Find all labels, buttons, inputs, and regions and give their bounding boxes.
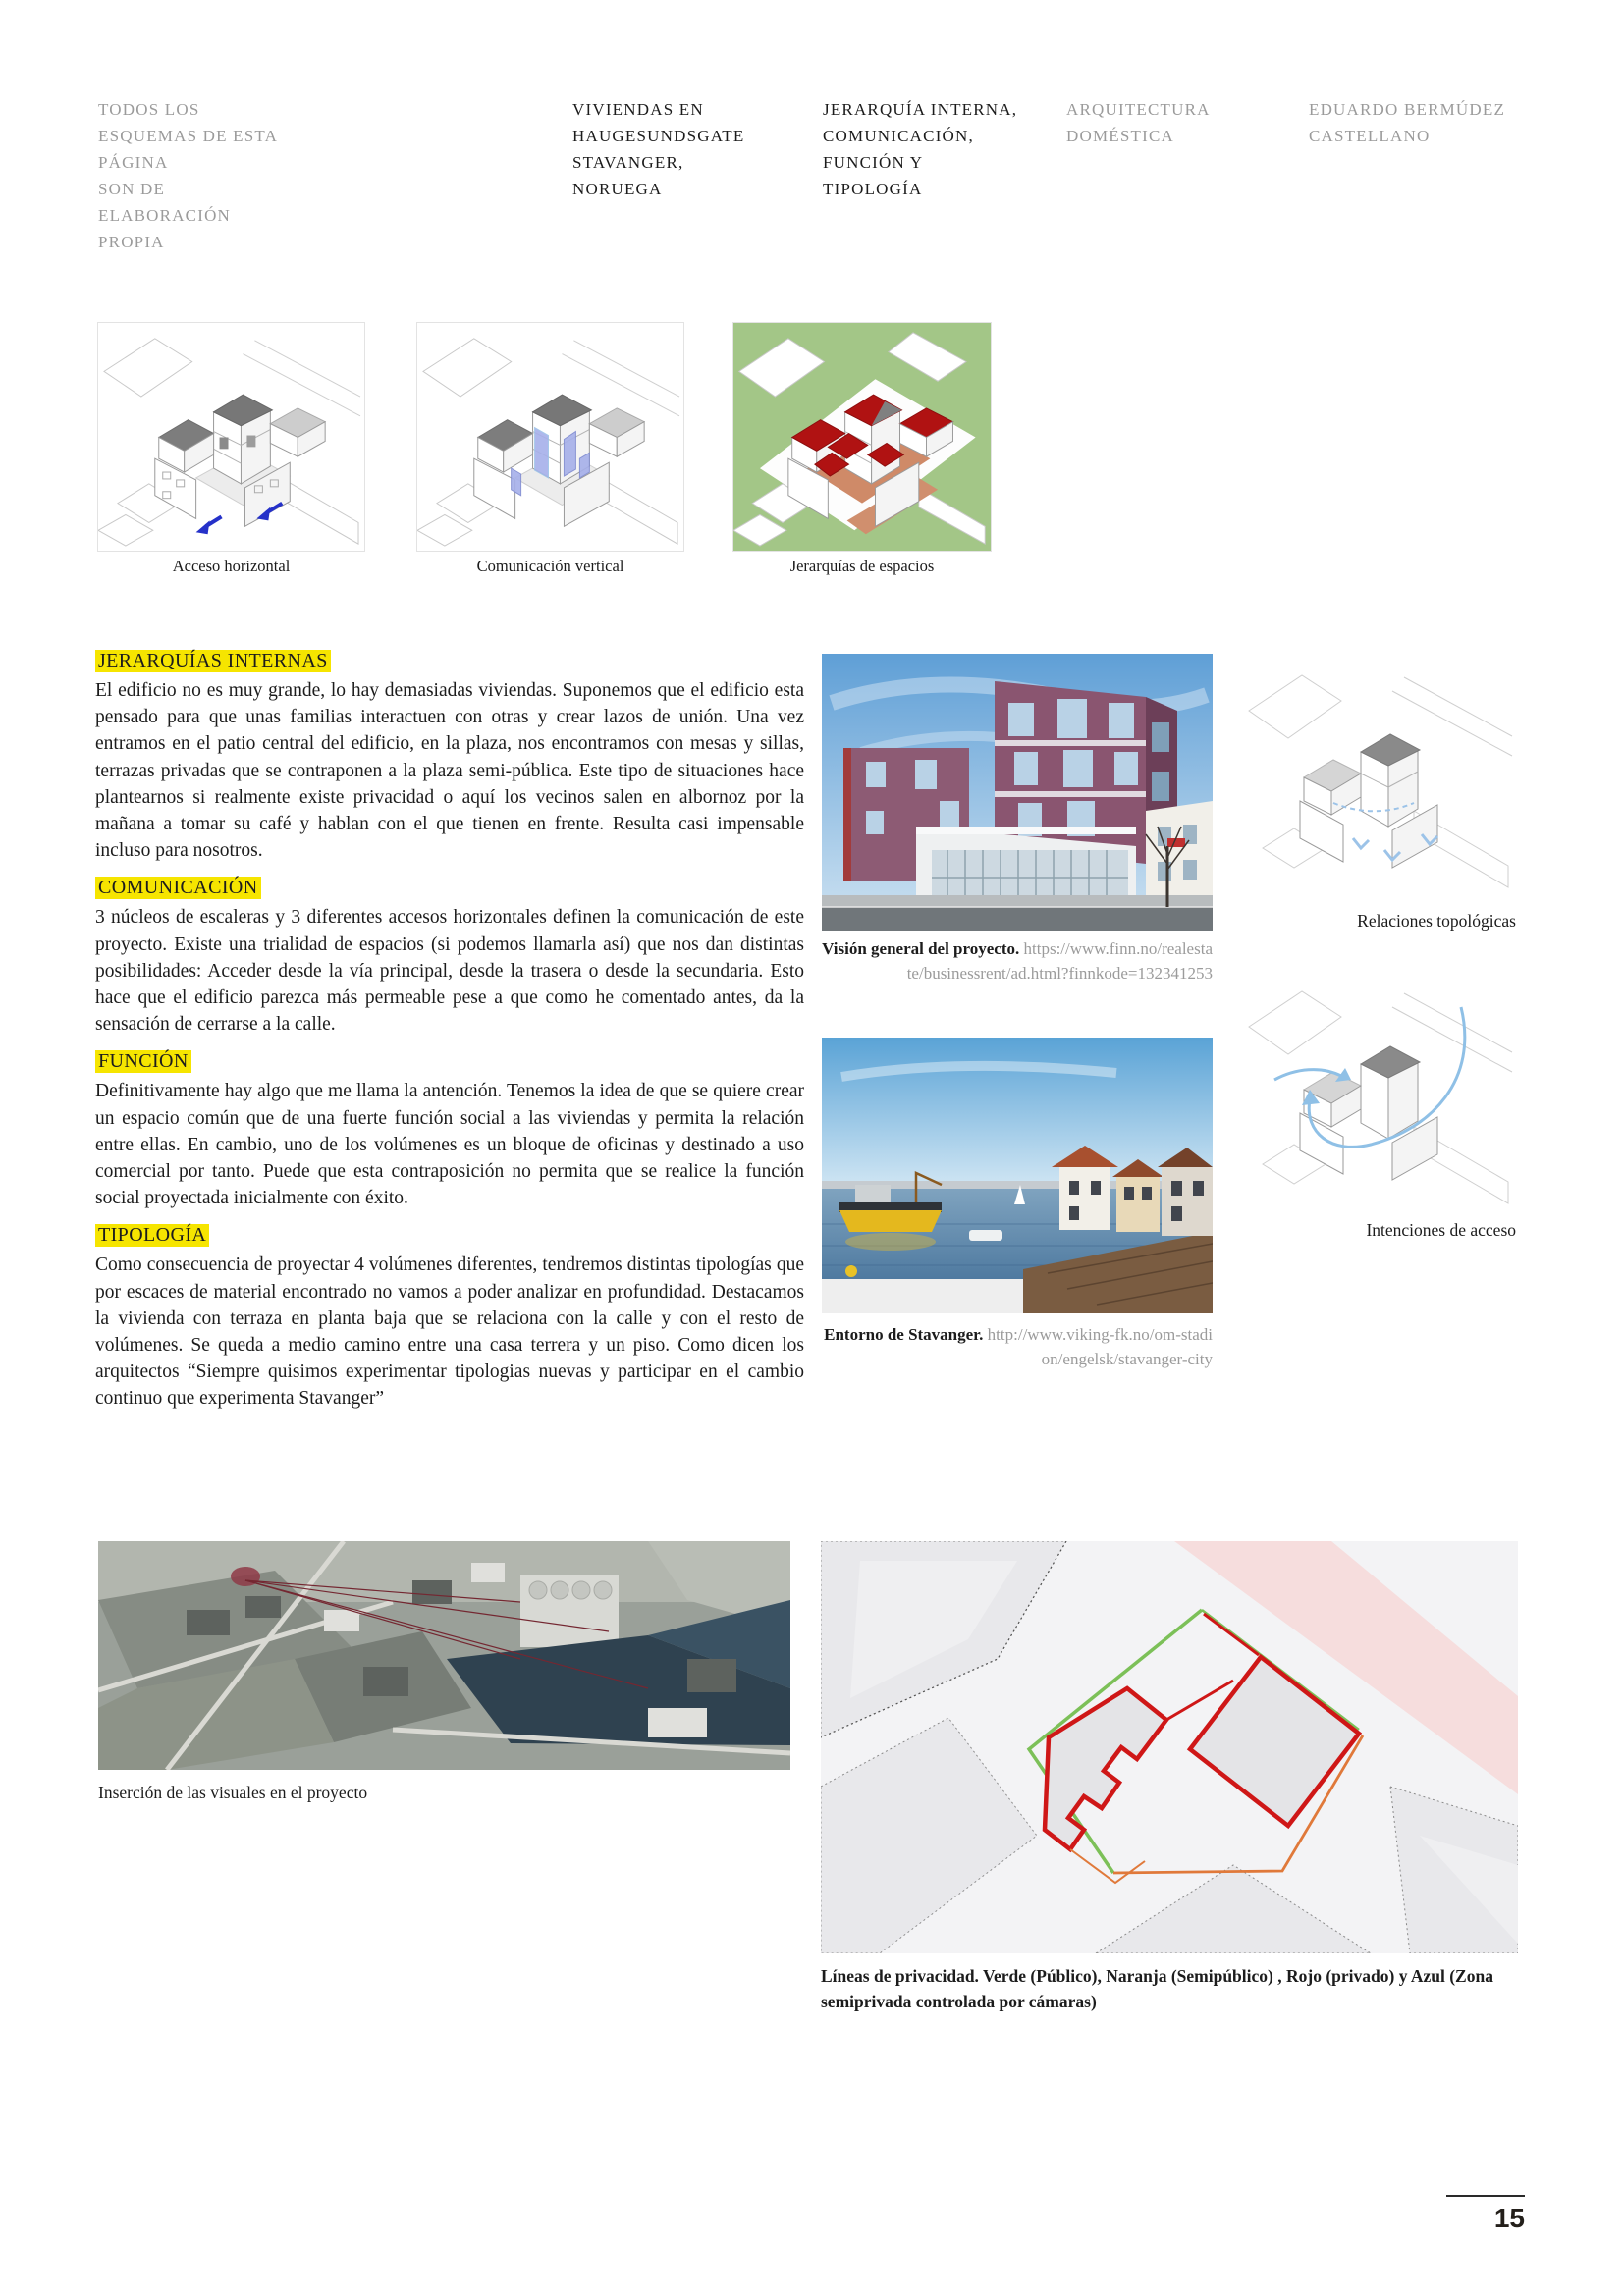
surroundings-photo bbox=[822, 1038, 1213, 1313]
header-project-title bbox=[572, 96, 788, 202]
header-note-line: ELABORACIÓN bbox=[98, 206, 232, 225]
header-note-line: ESQUEMAS DE ESTA bbox=[98, 127, 279, 145]
section-heading: FUNCIÓN bbox=[95, 1050, 191, 1073]
overview-photo bbox=[822, 654, 1213, 931]
topological-relations-caption: Relaciones topológicas bbox=[1357, 911, 1516, 931]
topics-line: COMUNICACIÓN, bbox=[823, 127, 974, 145]
section-jerarquias-internas bbox=[95, 650, 804, 864]
aerial-photo bbox=[98, 1541, 790, 1770]
access-intentions-caption: Intenciones de acceso bbox=[1366, 1220, 1516, 1240]
caption-url[interactable]: http://www.viking-fk.no/om-stadion/engelsk/stavanger-city bbox=[983, 1325, 1213, 1368]
header-note-line: SON DE bbox=[98, 180, 166, 198]
topics-line: TIPOLOGÍA bbox=[823, 180, 923, 198]
section-comunicacion bbox=[95, 877, 804, 1038]
section-body: Como consecuencia de proyectar 4 volúmenes diferentes, tendremos distintas tipologías que por escaces de material encontrado no vamos a poder analizar en profundidad. Destacamos la vivienda con terraza en planta baja que se relaciona con la calle y con el resto de volúmenes. Se queda a medio camino entre una casa terrera y un piso. Como dicen los arquitectos “Siempre quisimos experimentar tipologias nuevas y participar en el cambio continuo que experimenta Stavanger” bbox=[95, 1255, 804, 1410]
section-heading: TIPOLOGÍA bbox=[95, 1224, 209, 1247]
section-body: Definitivamente hay algo que me llama la antención. Tenemos la idea de que se quiere crear un espacio común que de una fuerte función social a las viviendas y permita la relación entre ellas. En cambio, uno de los volúmenes es un bloque de oficinas y destinado a uso comercial por tanto. Puede que esta contraposición no permita que se realice la función social proyectada inicialmente con éxito. bbox=[95, 1081, 804, 1209]
project-line: STAVANGER, bbox=[572, 153, 684, 172]
caption-vertical-communication: Comunicación vertical bbox=[476, 557, 624, 575]
author-line: CASTELLANO bbox=[1309, 127, 1431, 145]
body-text-column bbox=[95, 650, 804, 1425]
page-number-rule bbox=[1446, 2195, 1525, 2197]
surroundings-photo-caption bbox=[822, 1322, 1213, 1371]
caption-horizontal-access: Acceso horizontal bbox=[172, 557, 291, 575]
project-line: VIVIENDAS EN bbox=[572, 100, 704, 119]
privacy-plan-caption: Líneas de privacidad. Verde (Público), Naranja (Semipúblico) , Rojo (privado) y Azul (Zona semiprivada controlada por cámaras) bbox=[821, 1966, 1493, 2011]
caption-space-hierarchies: Jerarquías de espacios bbox=[789, 557, 935, 575]
topics-line: JERARQUÍA INTERNA, bbox=[823, 100, 1018, 119]
header-topics bbox=[823, 96, 1049, 202]
project-line: NORUEGA bbox=[572, 180, 663, 198]
caption-label: Entorno de Stavanger. bbox=[824, 1325, 984, 1344]
header-author bbox=[1309, 96, 1535, 149]
topological-relations-diagram bbox=[1239, 656, 1516, 901]
access-intentions-diagram bbox=[1239, 972, 1516, 1213]
section-tipologia bbox=[95, 1224, 804, 1412]
privacy-plan bbox=[821, 1541, 1518, 1953]
header-note bbox=[98, 96, 334, 255]
course-line: DOMÉSTICA bbox=[1066, 127, 1174, 145]
diagram-vertical-communication bbox=[416, 322, 684, 552]
caption-label: Visión general del proyecto. bbox=[822, 939, 1020, 958]
section-body: El edificio no es muy grande, lo hay demasiadas viviendas. Suponemos que el edificio esta pensado para que unas familias interactuen con otras y crear lazos de unión. Una vez entramos en el patio central del edificio, en la plaza, nos encontramos con mesas y sillas, terrazas privadas que se contraponen a la plaza semi-pública. Este tipo de situaciones hace plantearnos si realmente existe privacidad o aquí los vecinos salen en albornoz por la mañana a tomar su café y hablan con el que tienen en frente. Resulta casi impensable incluso para nosotros. bbox=[95, 680, 804, 862]
project-line: HAUGESUNDSGATE bbox=[572, 127, 745, 145]
header-course bbox=[1066, 96, 1263, 149]
header-note-line: PROPIA bbox=[98, 233, 165, 251]
section-body: 3 núcleos de escaleras y 3 diferentes accesos horizontales definen la comunicación de este proyecto. Existe una trialidad de espacios (si podemos llamarla así) que nos dan distintas posibilidades: Acceder desde la vía principal, desde la trasera o desde la secundaria. Esto hace que el edificio parezca más permeable pese a que como he comentado antes, da la sensación de cerrarse a la calle. bbox=[95, 907, 804, 1036]
topics-line: FUNCIÓN Y bbox=[823, 153, 924, 172]
header-note-line: PÁGINA bbox=[98, 153, 169, 172]
section-heading: COMUNICACIÓN bbox=[95, 877, 261, 899]
section-heading: JERARQUÍAS INTERNAS bbox=[95, 650, 331, 672]
aerial-caption: Inserción de las visuales en el proyecto bbox=[98, 1783, 368, 1802]
author-line: EDUARDO BERMÚDEZ bbox=[1309, 100, 1506, 119]
diagram-horizontal-access bbox=[97, 322, 365, 552]
course-line: ARQUITECTURA bbox=[1066, 100, 1211, 119]
diagram-space-hierarchies bbox=[732, 322, 992, 552]
section-funcion bbox=[95, 1050, 804, 1211]
page-number: 15 bbox=[1493, 2203, 1525, 2233]
caption-url[interactable]: https://www.finn.no/realestate/businessrent/ad.html?finnkode=132341253 bbox=[906, 939, 1213, 983]
overview-photo-caption bbox=[822, 936, 1213, 986]
header-note-line: TODOS LOS bbox=[98, 100, 200, 119]
